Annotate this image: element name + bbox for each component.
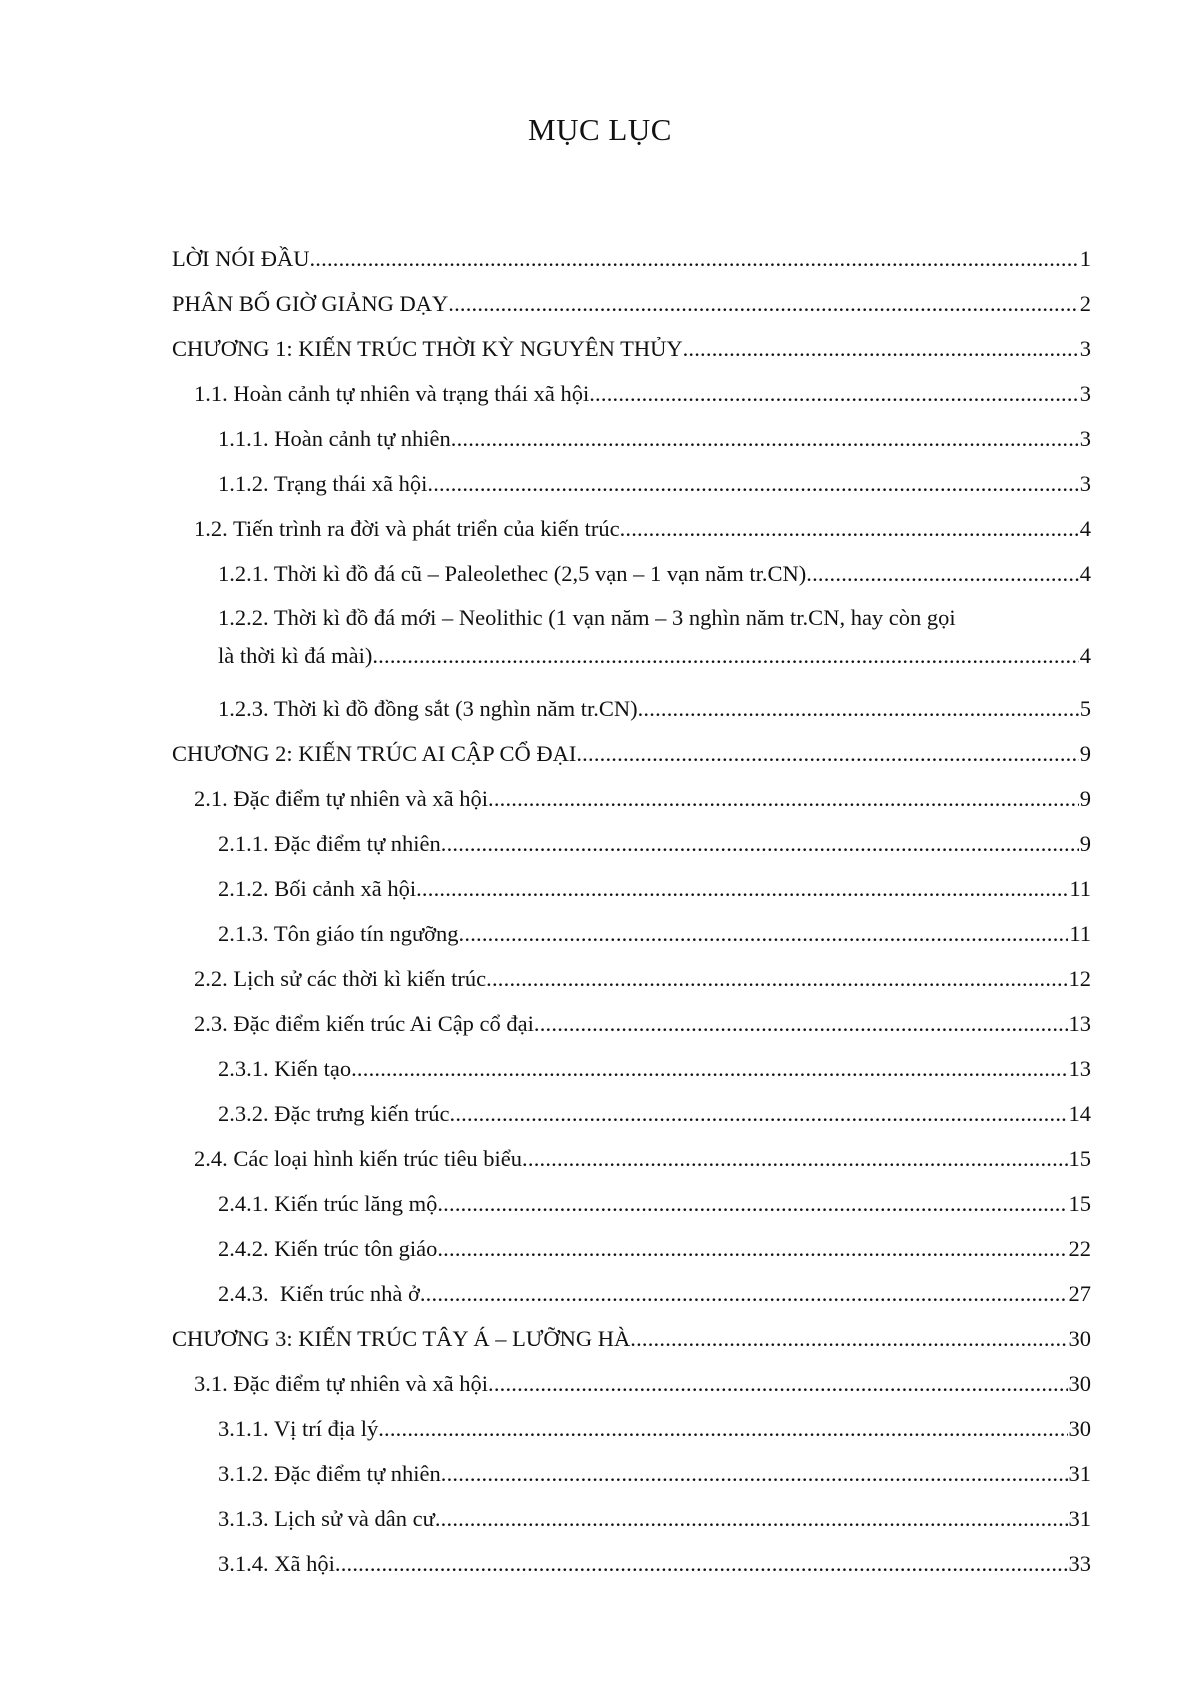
toc-entry[interactable] xyxy=(172,1226,1091,1271)
toc-entry[interactable] xyxy=(172,1046,1091,1091)
toc-entry-label: 2.2. Lịch sử các thời kì kiến trúc xyxy=(194,966,487,991)
toc-entry-label: 3.1.4. Xã hội xyxy=(218,1551,335,1576)
toc-entry-label: 2.4.1. Kiến trúc lăng mộ xyxy=(218,1191,438,1216)
toc-entry[interactable] xyxy=(172,776,1091,821)
toc-entry-page-number: 33 xyxy=(1068,1551,1091,1576)
toc-entry[interactable] xyxy=(172,461,1091,506)
toc-entry[interactable] xyxy=(172,236,1091,281)
toc-entry[interactable] xyxy=(172,866,1091,911)
toc-entry[interactable] xyxy=(172,911,1091,956)
dot-leader xyxy=(427,461,1078,506)
toc-entry-page-number: 3 xyxy=(1079,426,1091,451)
dot-leader xyxy=(459,911,1069,956)
toc-entry[interactable] xyxy=(172,1316,1091,1361)
toc-entry-label: 1.2.3. Thời kì đồ đồng sắt (3 nghìn năm tr.CN) xyxy=(218,696,638,721)
toc-entry-label: 3.1.1. Vị trí địa lý xyxy=(218,1416,379,1441)
toc-entry[interactable] xyxy=(172,1136,1091,1181)
toc-entry-label: 2.3.2. Đặc trưng kiến trúc xyxy=(218,1101,450,1126)
toc-entry-page-number: 12 xyxy=(1068,966,1091,991)
toc-entry[interactable] xyxy=(172,1541,1091,1586)
dot-leader xyxy=(448,281,1079,326)
toc-entry[interactable] xyxy=(172,1361,1091,1406)
toc-entry-label-continuation: là thời kì đá mài) xyxy=(218,643,373,668)
toc-entry-label: 1.1.1. Hoàn cảnh tự nhiên xyxy=(218,426,451,451)
toc-entry-label: 2.4.2. Kiến trúc tôn giáo xyxy=(218,1236,438,1261)
dot-leader xyxy=(378,1406,1067,1451)
toc-entry-page-number: 30 xyxy=(1068,1326,1091,1351)
toc-entry-page-number: 30 xyxy=(1068,1416,1091,1441)
dot-leader xyxy=(437,1226,1067,1271)
dot-leader xyxy=(441,821,1079,866)
dot-leader xyxy=(486,956,1067,1001)
dot-leader xyxy=(451,416,1079,461)
toc-entry-label: 1.2. Tiến trình ra đời và phát triển của kiến trúc xyxy=(194,516,620,541)
toc-entry-label: 2.4. Các loại hình kiến trúc tiêu biểu xyxy=(194,1146,523,1171)
toc-entry-page-number: 1 xyxy=(1079,246,1091,271)
toc-entry[interactable] xyxy=(172,506,1091,551)
dot-leader xyxy=(420,1271,1068,1316)
toc-entry-page-number: 14 xyxy=(1068,1101,1091,1126)
dot-leader xyxy=(435,1496,1068,1541)
toc-entry-label: 2.3.1. Kiến tạo xyxy=(218,1056,352,1081)
dot-leader xyxy=(589,371,1079,416)
toc-entry[interactable] xyxy=(172,1271,1091,1316)
toc-entry-label: CHƯƠNG 2: KIẾN TRÚC AI CẬP CỔ ĐẠI xyxy=(172,741,577,766)
dot-leader xyxy=(534,1001,1068,1046)
toc-entry-page-number: 15 xyxy=(1068,1191,1091,1216)
dot-leader xyxy=(638,686,1079,731)
toc-entry-page-number: 3 xyxy=(1079,381,1091,406)
dot-leader xyxy=(416,866,1068,911)
toc-entry-page-number: 31 xyxy=(1068,1461,1091,1486)
toc-entry-page-number: 9 xyxy=(1079,831,1091,856)
toc-entry[interactable] xyxy=(172,371,1091,416)
toc-entry-page-number: 27 xyxy=(1068,1281,1091,1306)
toc-entry-label: 3.1. Đặc điểm tự nhiên và xã hội xyxy=(194,1371,488,1396)
toc-entry-label: CHƯƠNG 3: KIẾN TRÚC TÂY Á – LƯỠNG HÀ xyxy=(172,1326,631,1351)
dot-leader xyxy=(372,637,1078,675)
toc-entry-page-number: 22 xyxy=(1068,1236,1091,1261)
toc-entry-label: 1.2.2. Thời kì đồ đá mới – Neolithic (1 vạn năm – 3 nghìn năm tr.CN, hay còn gọi xyxy=(218,605,956,630)
toc-entry-label: 3.1.2. Đặc điểm tự nhiên xyxy=(218,1461,441,1486)
dot-leader xyxy=(620,506,1079,551)
toc-entry[interactable] xyxy=(172,821,1091,866)
toc-entry[interactable] xyxy=(172,1181,1091,1226)
dot-leader xyxy=(450,1091,1068,1136)
toc-entry-page-number: 13 xyxy=(1068,1056,1091,1081)
toc-entry-page-number: 13 xyxy=(1068,1011,1091,1036)
toc-entry[interactable] xyxy=(172,326,1091,371)
dot-leader xyxy=(441,1451,1068,1496)
toc-entry-label: 1.1. Hoàn cảnh tự nhiên và trạng thái xã hội xyxy=(194,381,590,406)
toc-entry-page-number: 11 xyxy=(1069,876,1091,901)
table-of-contents xyxy=(172,236,1091,1586)
toc-entry-page-number: 4 xyxy=(1079,643,1091,668)
toc-entry[interactable] xyxy=(172,1406,1091,1451)
toc-entry[interactable] xyxy=(172,1001,1091,1046)
toc-entry-page-number: 4 xyxy=(1079,516,1091,541)
toc-entry[interactable] xyxy=(172,1091,1091,1136)
dot-leader xyxy=(488,776,1079,821)
toc-entry-page-number: 2 xyxy=(1079,291,1091,316)
toc-entry[interactable] xyxy=(172,731,1091,776)
toc-entry-page-number: 5 xyxy=(1079,696,1091,721)
toc-entry-page-number: 11 xyxy=(1069,921,1091,946)
toc-entry-label: CHƯƠNG 1: KIẾN TRÚC THỜI KỲ NGUYÊN THỦY xyxy=(172,336,683,361)
toc-entry[interactable] xyxy=(172,416,1091,461)
dot-leader xyxy=(437,1181,1067,1226)
toc-entry-page-number: 30 xyxy=(1068,1371,1091,1396)
dot-leader xyxy=(488,1361,1068,1406)
toc-entry-page-number: 15 xyxy=(1068,1146,1091,1171)
toc-entry-label: PHÂN BỐ GIỜ GIẢNG DẠY xyxy=(172,291,449,316)
toc-entry[interactable] xyxy=(172,596,1091,686)
toc-entry[interactable] xyxy=(172,686,1091,731)
page-title: MỤC LỤC xyxy=(528,112,672,147)
dot-leader xyxy=(806,551,1079,596)
dot-leader xyxy=(576,731,1078,776)
toc-entry-page-number: 4 xyxy=(1079,561,1091,586)
toc-entry-label: 2.1. Đặc điểm tự nhiên và xã hội xyxy=(194,786,488,811)
dot-leader xyxy=(522,1136,1067,1181)
toc-entry-page-number: 9 xyxy=(1079,741,1091,766)
toc-entry[interactable] xyxy=(172,1451,1091,1496)
toc-entry-label: 1.2.1. Thời kì đồ đá cũ – Paleolethec (2,5 vạn – 1 vạn năm tr.CN) xyxy=(218,561,807,586)
toc-entry-label: 2.4.3. Kiến trúc nhà ở xyxy=(218,1281,420,1306)
toc-entry-page-number: 9 xyxy=(1079,786,1091,811)
toc-entry[interactable] xyxy=(172,1496,1091,1541)
toc-entry-label: 2.1.1. Đặc điểm tự nhiên xyxy=(218,831,441,856)
toc-entry-label: 3.1.3. Lịch sử và dân cư xyxy=(218,1506,435,1531)
dot-leader xyxy=(630,1316,1067,1361)
toc-entry[interactable] xyxy=(172,551,1091,596)
dot-leader xyxy=(683,326,1079,371)
toc-entry-label: 1.1.2. Trạng thái xã hội xyxy=(218,471,428,496)
toc-entry-label: LỜI NÓI ĐẦU xyxy=(172,246,310,271)
dot-leader xyxy=(351,1046,1067,1091)
toc-entry[interactable] xyxy=(172,281,1091,326)
toc-entry-page-number: 3 xyxy=(1079,471,1091,496)
dot-leader xyxy=(335,1541,1068,1586)
toc-entry-page-number: 3 xyxy=(1079,336,1091,361)
toc-entry-label: 2.1.3. Tôn giáo tín ngưỡng xyxy=(218,921,459,946)
toc-entry-label: 2.3. Đặc điểm kiến trúc Ai Cập cổ đại xyxy=(194,1011,534,1036)
toc-entry-label: 2.1.2. Bối cảnh xã hội xyxy=(218,876,417,901)
toc-entry-page-number: 31 xyxy=(1068,1506,1091,1531)
dot-leader xyxy=(309,236,1078,281)
toc-entry[interactable] xyxy=(172,956,1091,1001)
